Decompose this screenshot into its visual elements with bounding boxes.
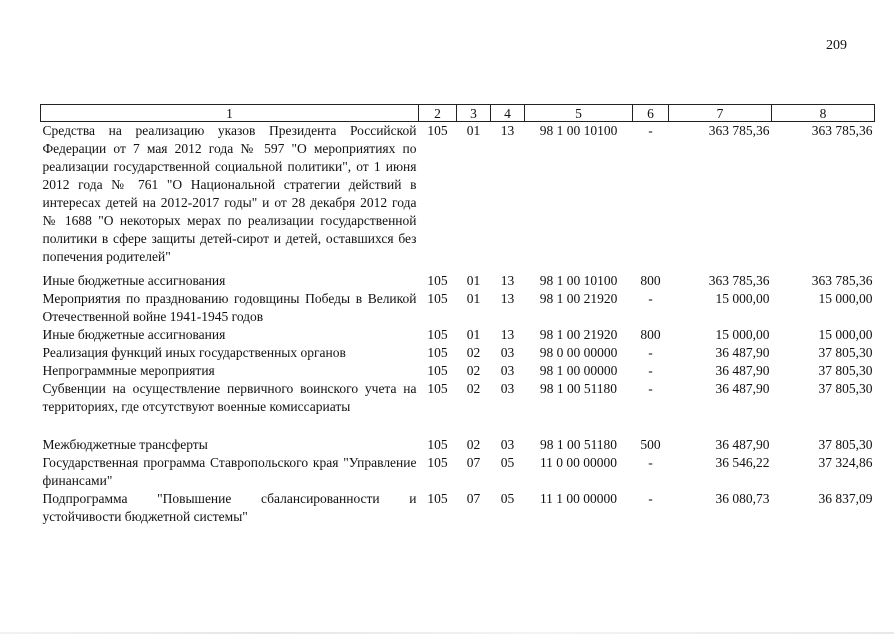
header-row: [41, 105, 875, 122]
row-col-6: 800: [640, 327, 661, 342]
row-col-6: -: [648, 363, 653, 378]
row-col-8: 37 324,86: [818, 455, 873, 470]
row-col-5: 98 1 00 21920: [539, 327, 618, 342]
row-col-3: 01: [466, 273, 481, 288]
row-col-5: 98 0 00 00000: [539, 345, 618, 360]
table-row: [41, 272, 875, 290]
row-col-2: 105: [427, 381, 448, 396]
row-col-5: 98 1 00 51180: [539, 437, 618, 452]
row-col-3: 02: [466, 345, 481, 360]
row-col-4: 03: [500, 381, 515, 396]
table-row: [41, 454, 875, 490]
row-col-8: 37 805,30: [818, 437, 873, 452]
header-cell-1: 1: [41, 105, 419, 122]
row-col-2: 105: [427, 455, 448, 470]
row-col-8: 363 785,36: [811, 123, 873, 138]
row-col-4: 13: [500, 291, 515, 306]
row-col-6: -: [648, 491, 653, 506]
row-col-6: -: [648, 455, 653, 470]
row-col-7: 363 785,36: [708, 123, 770, 138]
table-row: [41, 344, 875, 362]
row-col-5: 98 1 00 10100: [539, 273, 618, 288]
row-description: Межбюджетные трансферты: [42, 437, 208, 452]
row-col-7: 36 487,90: [715, 437, 770, 452]
row-description: Мероприятия по празднованию годовщины Победы в Великой Отечественной войне 1941-1945 годов: [42, 291, 417, 324]
row-description: Субвенции на осуществление первичного воинского учета на территориях, где отсутствуют военные комиссариаты: [42, 381, 417, 414]
row-col-8: 37 805,30: [818, 363, 873, 378]
row-col-4: 13: [500, 123, 515, 138]
row-col-2: 105: [427, 273, 448, 288]
row-col-6: 800: [640, 273, 661, 288]
row-col-2: 105: [427, 491, 448, 506]
row-description: Реализация функций иных государственных органов: [42, 345, 346, 360]
row-col-2: 105: [427, 123, 448, 138]
row-col-8: 36 837,09: [818, 491, 873, 506]
row-col-4: 03: [500, 437, 515, 452]
scan-edge-divider: [0, 632, 894, 634]
row-col-6: 500: [640, 437, 661, 452]
row-col-6: -: [648, 345, 653, 360]
row-description: Подпрограмма "Повышение сбалансированности и устойчивости бюджетной системы": [42, 491, 417, 524]
row-col-2: 105: [427, 345, 448, 360]
row-col-3: 01: [466, 327, 481, 342]
row-col-5: 98 1 00 10100: [539, 123, 618, 138]
table-row: [41, 290, 875, 326]
row-col-6: -: [648, 291, 653, 306]
row-col-5: 98 1 00 00000: [539, 363, 618, 378]
row-col-2: 105: [427, 363, 448, 378]
table-row: [41, 380, 875, 416]
row-col-4: 03: [500, 345, 515, 360]
row-col-2: 105: [427, 327, 448, 342]
table-row: [41, 362, 875, 380]
row-col-4: 05: [500, 491, 515, 506]
page-number: 209: [826, 38, 847, 53]
header-cell-4: 4: [491, 105, 525, 122]
row-col-5: 98 1 00 21920: [539, 291, 618, 306]
row-col-7: 15 000,00: [715, 291, 770, 306]
row-col-4: 13: [500, 273, 515, 288]
table-row: [41, 122, 875, 267]
row-col-7: 36 487,90: [715, 381, 770, 396]
row-col-4: 03: [500, 363, 515, 378]
row-col-5: 11 0 00 00000: [539, 455, 618, 470]
row-col-8: 15 000,00: [818, 327, 873, 342]
row-col-8: 15 000,00: [818, 291, 873, 306]
row-col-3: 02: [466, 381, 481, 396]
row-col-3: 07: [466, 455, 481, 470]
row-description: Государственная программа Ставропольского края "Управление финансами": [42, 455, 417, 488]
row-col-6: -: [648, 381, 653, 396]
table-row: [41, 436, 875, 454]
row-col-7: 15 000,00: [715, 327, 770, 342]
row-col-3: 01: [466, 123, 481, 138]
table-row: [41, 490, 875, 526]
row-col-5: 11 1 00 00000: [539, 491, 618, 506]
header-cell-2: 2: [419, 105, 457, 122]
header-cell-7: 7: [669, 105, 772, 122]
header-cell-3: 3: [457, 105, 491, 122]
budget-table: [40, 104, 875, 526]
row-description: Иные бюджетные ассигнования: [42, 273, 226, 288]
row-col-6: -: [648, 123, 653, 138]
row-description: Иные бюджетные ассигнования: [42, 327, 226, 342]
row-description: Непрограммные мероприятия: [42, 363, 215, 378]
table-row: [41, 326, 875, 344]
row-col-3: 02: [466, 437, 481, 452]
header-cell-5: 5: [525, 105, 633, 122]
row-col-8: 37 805,30: [818, 381, 873, 396]
row-col-7: 36 080,73: [715, 491, 770, 506]
row-col-3: 02: [466, 363, 481, 378]
row-col-4: 05: [500, 455, 515, 470]
row-col-8: 363 785,36: [811, 273, 873, 288]
header-cell-8: 8: [772, 105, 875, 122]
row-col-4: 13: [500, 327, 515, 342]
row-col-7: 363 785,36: [708, 273, 770, 288]
row-col-7: 36 487,90: [715, 345, 770, 360]
row-col-7: 36 546,22: [715, 455, 770, 470]
row-col-3: 07: [466, 491, 481, 506]
row-col-2: 105: [427, 291, 448, 306]
row-col-8: 37 805,30: [818, 345, 873, 360]
row-col-3: 01: [466, 291, 481, 306]
row-description: Средства на реализацию указов Президента Российской Федерации от 7 мая 2012 года № 597 "О мероприятиях по реализации государственной социальной политики", от 1 июня 2012 года № 761 "О Национальной стратегии действий в интересах детей на 2012-2017 годы" и от 28 декабря 2012 года № 1688 "О некоторых мерах по реализации государственной политики в сфере защиты детей-сирот и детей, оставшихся без попечения родителей": [42, 123, 417, 264]
row-col-7: 36 487,90: [715, 363, 770, 378]
header-cell-6: 6: [633, 105, 669, 122]
row-col-2: 105: [427, 437, 448, 452]
row-spacer: [41, 416, 875, 436]
row-col-5: 98 1 00 51180: [539, 381, 618, 396]
